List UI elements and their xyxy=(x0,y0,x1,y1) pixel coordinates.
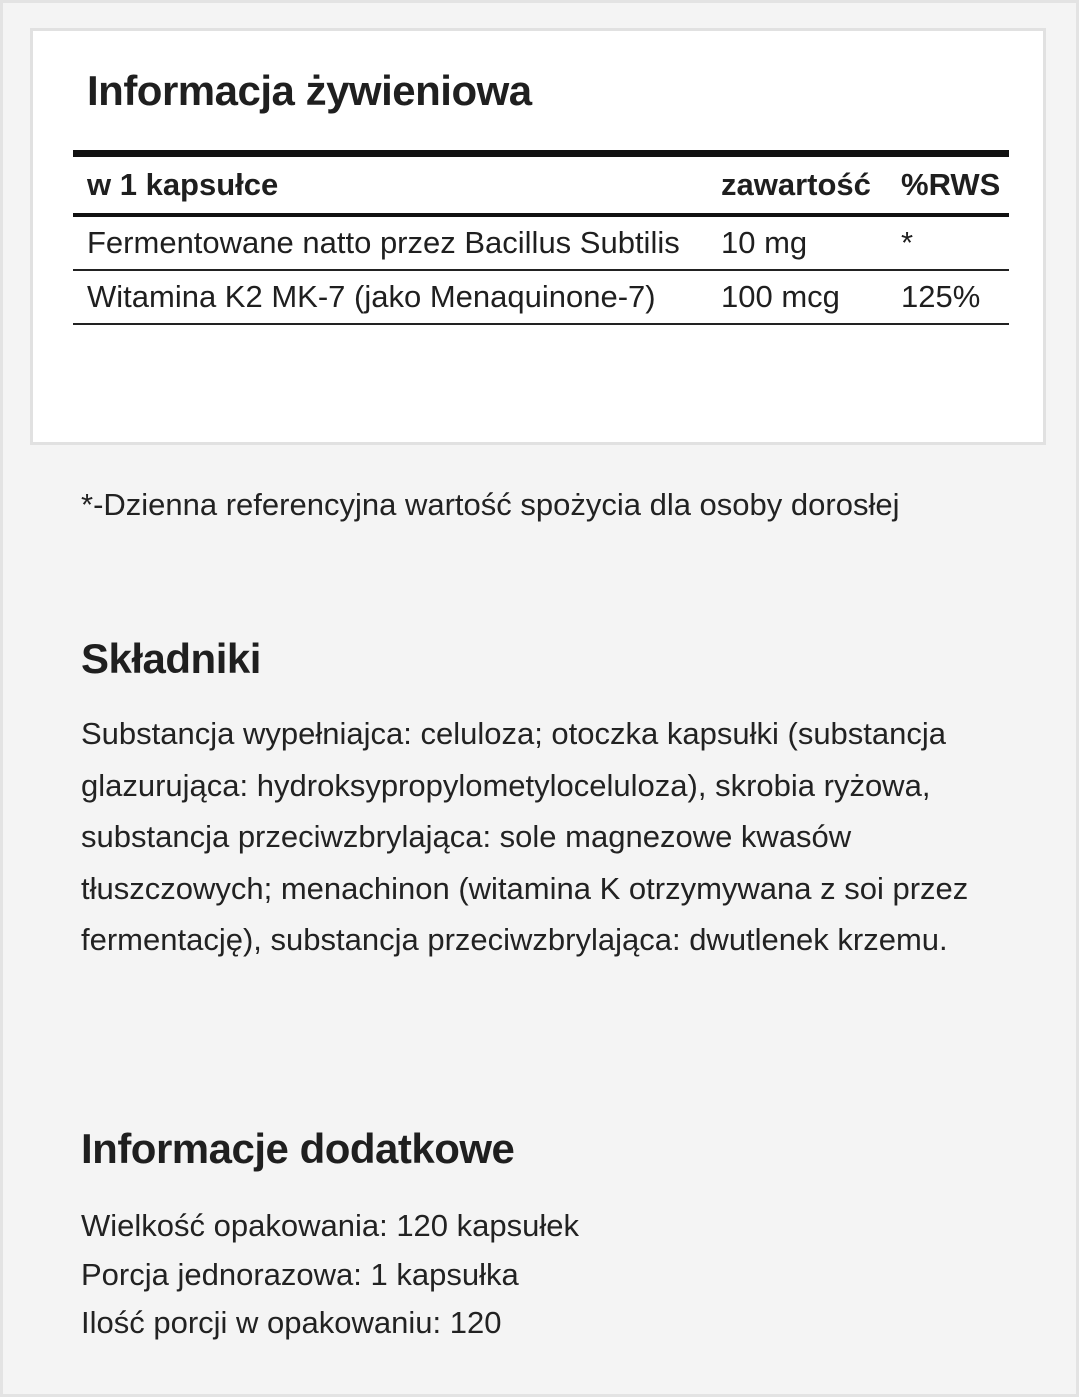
row-name: Fermentowane natto przez Bacillus Subtilis xyxy=(87,225,680,260)
serving-size: Porcja jednorazowa: 1 kapsułka xyxy=(81,1256,519,1292)
package-size: Wielkość opakowania: 120 kapsułek xyxy=(81,1208,579,1243)
nutrition-table xyxy=(73,150,1009,325)
page xyxy=(3,3,1076,1394)
row-rws: 125% xyxy=(901,279,981,314)
servings-per-package: Ilość porcji w opakowaniu: 120 xyxy=(81,1305,502,1340)
header-rws: %RWS xyxy=(901,167,1001,202)
additional-info-title: Informacje dodatkowe xyxy=(81,1125,515,1172)
row-value: 100 mcg xyxy=(721,279,840,314)
nutrition-card xyxy=(30,28,1046,445)
header-value: zawartość xyxy=(721,167,871,202)
row-value: 10 mg xyxy=(721,225,808,260)
table-row xyxy=(73,215,1009,270)
additional-info-list xyxy=(81,1202,579,1348)
ingredients-text: Substancja wypełniajca: celuloza; otoczka kapsułki (substancja glazurująca: hydroksypropylometyloceluloza), skrobia ryżowa, substancja przeciwzbrylająca: sole magnezowe kwasów tłuszczowych; menachinon (witamina K otrzymywana z soi przez fermentację), substancja przeciwzbrylająca: dwutlenek krzemu. xyxy=(81,716,969,957)
rws-footnote: *-Dzienna referencyjna wartość spożycia dla osoby dorosłej xyxy=(81,487,900,522)
nutrition-title: Informacja żywieniowa xyxy=(87,67,532,114)
row-name: Witamina K2 MK-7 (jako Menaquinone-7) xyxy=(87,279,656,314)
row-rws: * xyxy=(901,225,914,260)
ingredients-title: Składniki xyxy=(81,635,261,682)
table-header-row xyxy=(73,154,1009,216)
header-name: w 1 kapsułce xyxy=(87,167,279,202)
table-row xyxy=(73,270,1009,324)
